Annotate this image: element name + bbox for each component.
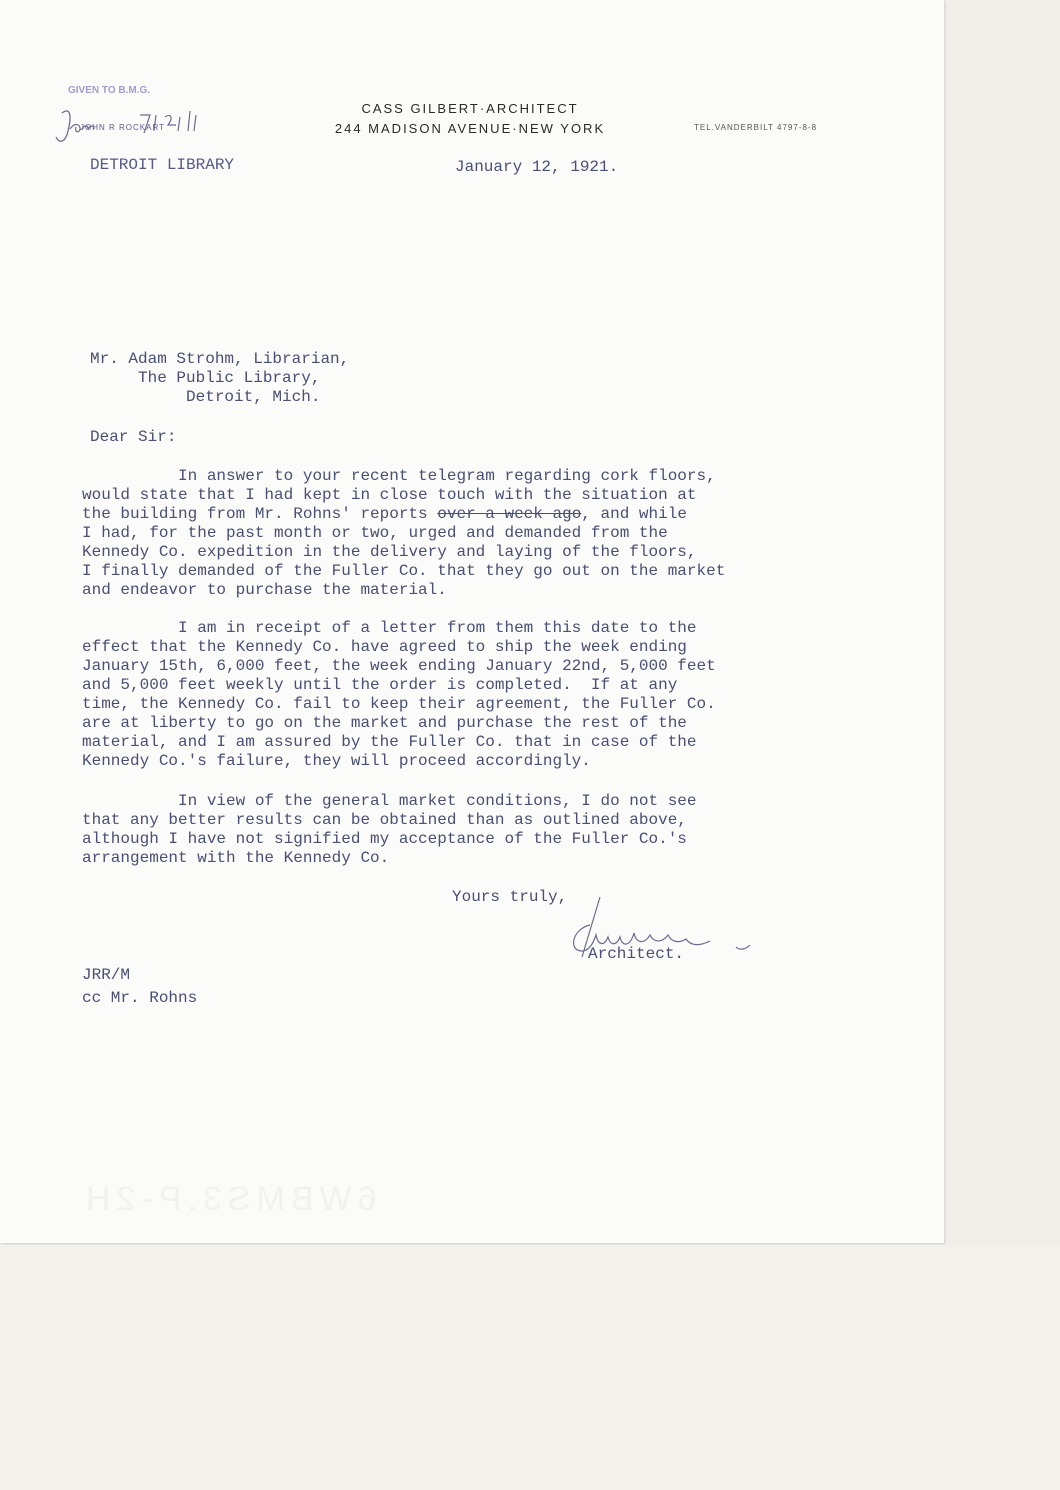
recipient-address bbox=[90, 350, 349, 407]
recipient-line: Mr. Adam Strohm, Librarian, bbox=[90, 350, 350, 368]
body-paragraph-2 bbox=[82, 619, 716, 771]
body-line: that any better results can be obtained than as outlined above, bbox=[82, 811, 687, 829]
struck-text: over a week ago bbox=[437, 505, 582, 523]
body-line: I am in receipt of a letter from them this date to the bbox=[82, 619, 697, 637]
bleed-through-mark bbox=[80, 1180, 377, 1219]
body-line: and endeavor to purchase the material. bbox=[82, 581, 447, 599]
recipient-line: The Public Library, bbox=[90, 369, 321, 387]
received-stamp bbox=[50, 85, 220, 165]
body-line: In answer to your recent telegram regarding cork floors, bbox=[82, 467, 716, 485]
body-paragraph-1 bbox=[82, 467, 725, 600]
body-line: January 15th, 6,000 feet, the week ending January 22nd, 5,000 feet bbox=[82, 657, 716, 675]
body-line: I had, for the past month or two, urged and demanded from the bbox=[82, 524, 668, 542]
body-line: time, the Kennedy Co. fail to keep their agreement, the Fuller Co. bbox=[82, 695, 716, 713]
body-line: Kennedy Co. expedition in the delivery and laying of the floors, bbox=[82, 543, 697, 561]
letterhead bbox=[300, 100, 640, 140]
letterhead-telephone: TEL.VANDERBILT 4797-8-8 bbox=[694, 123, 818, 132]
letter-date: January 12, 1921. bbox=[455, 158, 619, 176]
cc-line: cc Mr. Rohns bbox=[82, 989, 198, 1007]
body-paragraph-3 bbox=[82, 792, 697, 868]
given-to-stamp: GIVEN TO B.M.G. bbox=[68, 85, 151, 96]
salutation: Dear Sir: bbox=[90, 428, 177, 446]
body-line: I finally demanded of the Fuller Co. that they go out on the market bbox=[82, 562, 726, 580]
letterhead-name: CASS GILBERT·ARCHITECT bbox=[361, 101, 579, 116]
body-line: are at liberty to go on the market and purchase the rest of the bbox=[82, 714, 687, 732]
typist-initials bbox=[82, 964, 197, 1010]
body-line: although I have not signified my acceptance of the Fuller Co.'s bbox=[82, 830, 687, 848]
body-line: would state that I had kept in close touch with the situation at bbox=[82, 486, 697, 504]
letterhead-address: 244 MADISON AVENUE·NEW YORK bbox=[334, 121, 606, 136]
signature-title: Architect. bbox=[588, 945, 685, 963]
reference-line: DETROIT LIBRARY bbox=[90, 156, 235, 174]
body-text: the building from Mr. Rohns' reports bbox=[82, 505, 438, 523]
backing-sheet bbox=[0, 1245, 1060, 1490]
recipient-line: Detroit, Mich. bbox=[90, 388, 321, 406]
body-line: effect that the Kennedy Co. have agreed to ship the week ending bbox=[82, 638, 687, 656]
body-line: and 5,000 feet weekly until the order is completed. If at any bbox=[82, 676, 678, 694]
stamp-person: JOHN R ROCKART bbox=[80, 123, 165, 132]
body-line bbox=[82, 505, 725, 524]
body-line: arrangement with the Kennedy Co. bbox=[82, 849, 390, 867]
body-text: , and while bbox=[581, 505, 687, 523]
handwritten-date bbox=[50, 85, 220, 165]
closing: Yours truly, bbox=[452, 888, 568, 906]
initials-line: JRR/M bbox=[82, 966, 131, 984]
body-line: Kennedy Co.'s failure, they will proceed accordingly. bbox=[82, 752, 591, 770]
body-line: material, and I am assured by the Fuller Co. that in case of the bbox=[82, 733, 697, 751]
body-line: In view of the general market conditions, I do not see bbox=[82, 792, 697, 810]
